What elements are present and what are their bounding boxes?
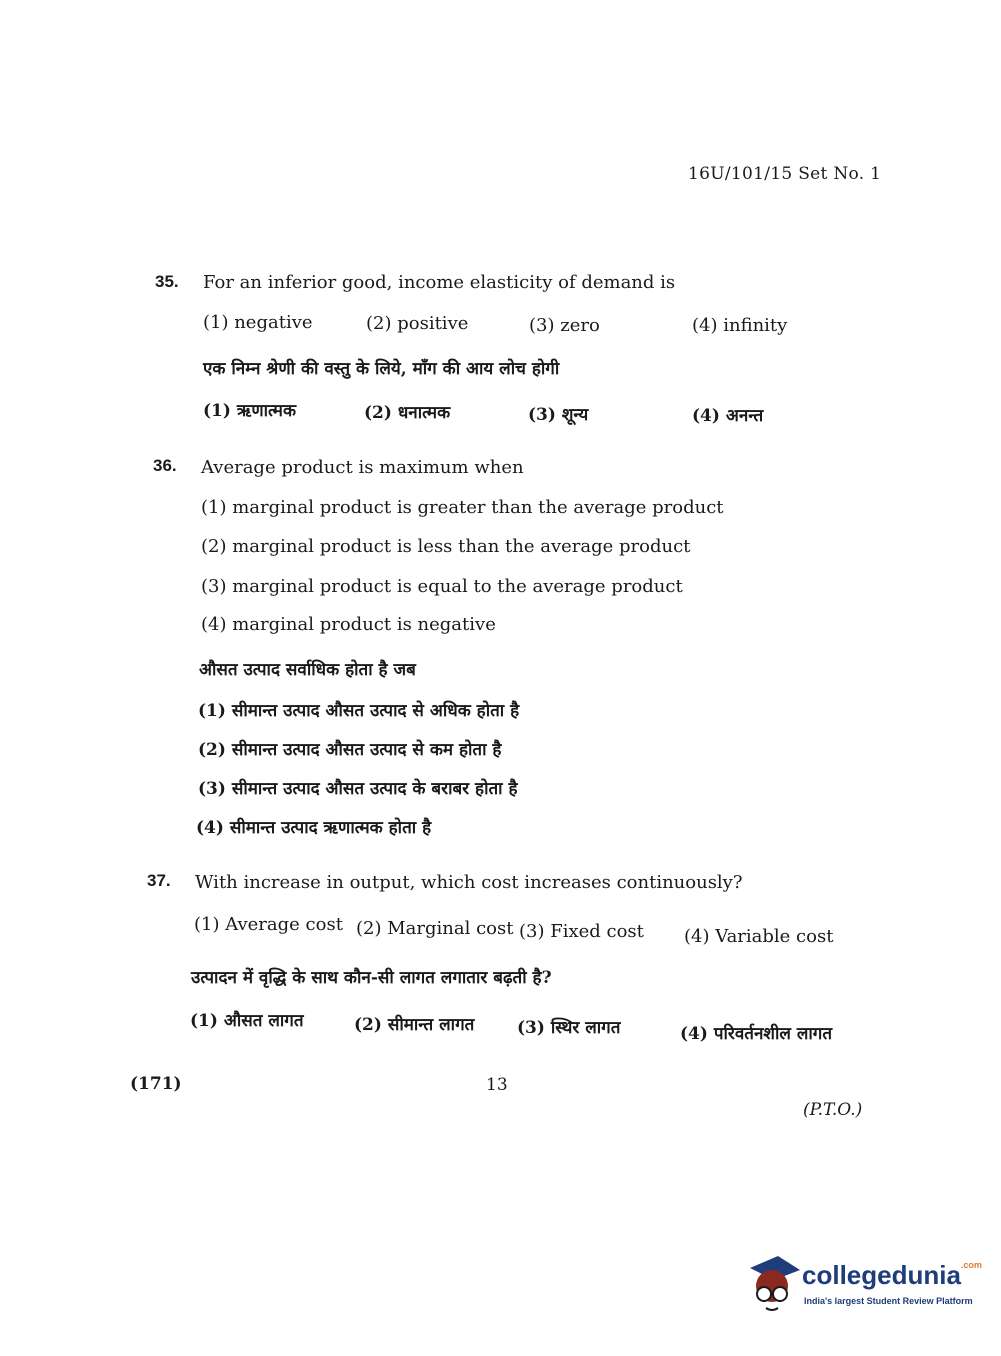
option-en: (1) marginal product is greater than the average product [201,497,724,518]
option-hi: (1) सीमान्त उत्पाद औसत उत्पाद से अधिक होता है [198,701,520,721]
option-en: (1) negative [203,312,313,333]
option-hi: (2) धनात्मक [364,403,451,423]
option-en: (3) zero [529,315,600,336]
option-hi: (3) स्थिर लागत [517,1018,621,1038]
option-hi: (2) सीमान्त उत्पाद औसत उत्पाद से कम होता है [198,740,502,760]
option-en: (1) Average cost [194,914,343,935]
question-number: 37. [147,871,171,890]
option-hi: (1) औसत लागत [190,1011,304,1031]
option-hi: (4) परिवर्तनशील लागत [680,1024,833,1044]
option-en: (4) marginal product is negative [201,614,496,635]
option-en: (2) Marginal cost [356,918,514,939]
option-hi: (3) शून्य [528,405,589,425]
option-hi: (1) ऋणात्मक [203,401,297,421]
question-number: 36. [153,456,177,475]
option-hi: (4) सीमान्त उत्पाद ऋणात्मक होता है [196,818,432,838]
option-hi: (4) अनन्त [692,406,764,426]
option-en: (4) Variable cost [684,926,834,947]
question-text-hi: औसत उत्पाद सर्वाधिक होता है जब [199,660,416,680]
logo-tagline: India's largest Student Review Platform [804,1296,973,1306]
logo-name: collegedunia [802,1260,961,1290]
question-text-en: With increase in output, which cost increases continuously? [195,872,743,893]
paper-code: (171) [130,1074,182,1094]
mascot-icon [744,1252,802,1314]
question-number: 35. [155,272,179,291]
option-en: (4) infinity [692,315,788,336]
question-text-en: Average product is maximum when [201,457,524,478]
set-number: 16U/101/15 Set No. 1 [688,164,882,184]
option-en: (3) marginal product is equal to the average product [201,576,683,597]
option-en: (2) positive [366,313,469,334]
page-number: 13 [486,1075,508,1095]
option-en: (2) marginal product is less than the average product [201,536,691,557]
pto-note: (P.T.O.) [803,1100,863,1120]
option-en: (3) Fixed cost [519,921,644,942]
option-hi: (3) सीमान्त उत्पाद औसत उत्पाद के बराबर होता है [198,779,518,799]
question-text-hi: उत्पादन में वृद्धि के साथ कौन-सी लागत लगातार बढ़ती है? [191,968,552,988]
question-text-en: For an inferior good, income elasticity of demand is [203,272,676,293]
option-hi: (2) सीमान्त लागत [354,1015,475,1035]
logo-suffix: .com [960,1260,982,1270]
question-text-hi: एक निम्न श्रेणी की वस्तु के लिये, माँग की आय लोच होगी [203,359,560,379]
collegedunia-logo [744,1252,982,1314]
